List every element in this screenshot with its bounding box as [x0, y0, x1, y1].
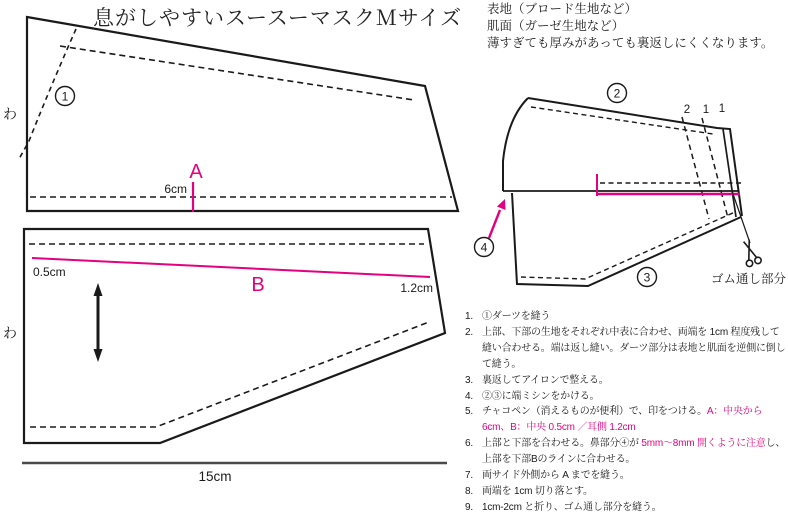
assembly-number-nose: 4	[480, 240, 488, 255]
fabric-note-skin: 肌面（ガーゼ生地など）	[487, 19, 625, 34]
step-number: 2.	[465, 326, 473, 338]
mark-b-ear-value: 1.2cm	[400, 281, 433, 295]
step-text: ②③に端ミシンをかける。	[482, 390, 600, 402]
assembly-top-left-edge	[503, 98, 528, 191]
mark-b-line	[32, 258, 430, 277]
step-number: 3.	[465, 374, 473, 386]
step-text: 両端を 1cm 切り落とす。	[482, 485, 593, 497]
dart-number: 1	[61, 89, 69, 104]
step-number: 9.	[465, 501, 473, 513]
grainline-arrow-icon	[94, 283, 103, 362]
step-text: 上部と下部を合わせる。鼻部分④が 5mm〜8mm 開くように注意し、上部を下部Bのラインに合わせる。	[482, 438, 786, 466]
cut-line	[732, 191, 750, 243]
step-number: 8.	[465, 485, 473, 497]
step-number: 5.	[465, 406, 473, 418]
instruction-step-2	[465, 325, 787, 373]
pattern-piece-top	[3, 17, 458, 212]
step-number: 7.	[465, 470, 473, 482]
assembly-number-bottom: 3	[643, 270, 651, 285]
assembly-top-edge	[528, 98, 742, 216]
step-number: 1.	[465, 311, 473, 322]
step-text: チャコペン（消えるものが便利）で、印をつける。A：中央から 6cm、B：中央 0.5cm ／耳側 1.2cm	[482, 406, 763, 434]
instruction-step-5	[465, 404, 787, 436]
scissors-handle-left	[745, 259, 753, 267]
step-text: 上部、下部の生地をそれぞれ中表に合わせ、両端を 1cm 程度残して縫い合わせる。端は返し縫い。ダーツ部分は表地と肌面を逆側に倒して縫う。	[482, 326, 786, 370]
grainline-head-top	[94, 283, 103, 296]
mark-a-label: A	[189, 161, 203, 183]
scissors-handle-right	[754, 256, 762, 264]
step-number: 6.	[465, 438, 473, 450]
instruction-step-7	[465, 468, 787, 484]
highlighted-measurement: A：中央から 6cm、B：中央 0.5cm ／耳側 1.2cm	[482, 406, 763, 434]
page-title: 息がしやすいスースーマスクＭサイズ	[93, 7, 463, 30]
grainline-head-bottom	[94, 349, 103, 362]
assembly-diagram	[475, 84, 787, 287]
scissors-blades	[743, 239, 757, 260]
fold-label-bottom: わ	[3, 325, 17, 341]
fold-width-label-2: 1	[702, 104, 710, 116]
elastic-channel-label: ゴム通し部分	[711, 272, 787, 286]
instruction-list	[465, 309, 787, 513]
instruction-step-8	[465, 484, 787, 500]
fold-width-label-1: 2	[683, 104, 691, 116]
nose-arrow-shaft	[489, 210, 500, 238]
fabric-note-thickness: 薄すぎても厚みがあっても裏返しにくくなります。	[487, 36, 774, 51]
mark-b-center-value: 0.5cm	[33, 265, 66, 279]
width-measure-value: 15cm	[198, 469, 232, 484]
pattern-piece-bottom	[3, 229, 445, 443]
assembly-number-top: 2	[613, 86, 621, 101]
width-measure	[22, 463, 447, 484]
instruction-step-6	[465, 436, 787, 468]
instruction-step-4	[465, 389, 787, 405]
nose-arrow-head	[497, 199, 506, 210]
instruction-step-1	[465, 309, 787, 325]
top-piece-outline	[27, 17, 458, 211]
instruction-step-9	[465, 500, 787, 513]
fold-label-top: わ	[3, 106, 17, 122]
assembly-bottom-outline	[512, 193, 741, 286]
scissors-icon	[739, 238, 762, 267]
highlighted-caution: 5mm〜8mm 開くように注意	[641, 438, 766, 450]
mark-b-label: B	[251, 274, 265, 296]
fold-width-label-3: 1	[718, 103, 726, 115]
mark-a-distance: 6cm	[164, 182, 187, 196]
step-text: 裏返してアイロンで整える。	[482, 374, 609, 386]
step-text: 両サイド外側から A までを縫う。	[482, 470, 630, 482]
step-number: 4.	[465, 390, 473, 402]
instruction-step-3	[465, 373, 787, 389]
fabric-note-outer: 表地（ブロード生地など）	[487, 2, 638, 16]
step-text: ①ダーツを縫う	[482, 311, 551, 322]
bottom-piece-seamline-bottom	[30, 322, 429, 427]
nose-arrow-icon	[489, 199, 506, 238]
step-text: 1cm-2cm と折り、ゴム通し部分を縫う。	[482, 501, 662, 513]
